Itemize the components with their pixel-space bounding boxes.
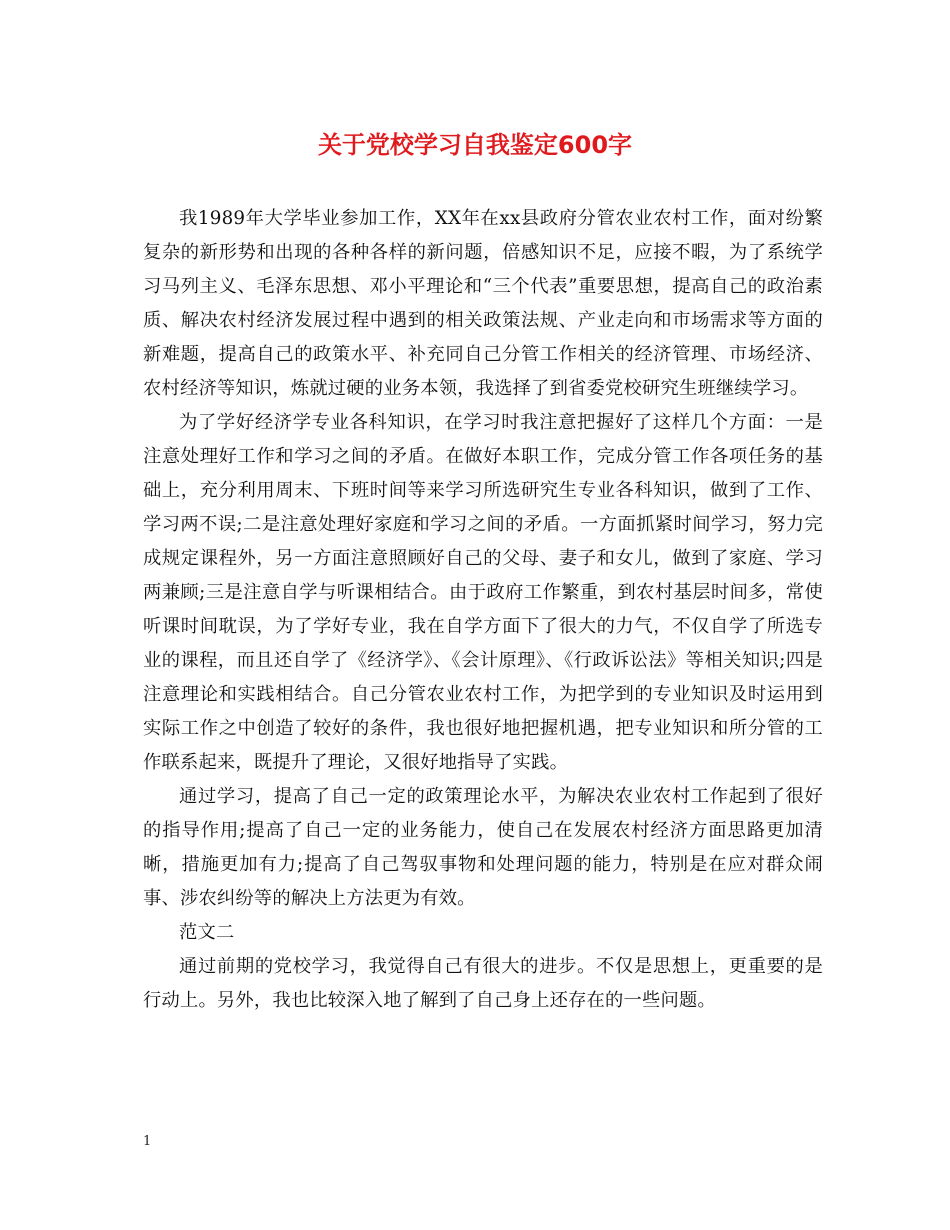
section-heading: 范文二 bbox=[179, 922, 235, 943]
document-body bbox=[143, 202, 823, 1018]
document-title: 关于党校学习自我鉴定600字 bbox=[317, 131, 633, 159]
paragraph: 我1989年大学毕业参加工作，XX年在xx县政府分管农业农村工作，面对纷繁复杂的新形势和出现的各种各样的新问题，倍感知识不足，应接不暇，为了系统学习马列主义、毛泽东思想、邓小平理论和“三个代表”重要思想，提高自己的政治素质、解决农村经济发展过程中遇到的相关政策法规、产业走向和市场需求等方面的新难题，提高自己的政策水平、补充同自己分管工作相关的经济管理、市场经济、农村经济等知识，炼就过硬的业务本领，我选择了到省委党校研究生班继续学习。 bbox=[143, 208, 823, 399]
paragraph: 为了学好经济学专业各科知识，在学习时我注意把握好了这样几个方面：一是注意处理好工作和学习之间的矛盾。在做好本职工作，完成分管工作各项任务的基础上，充分利用周末、下班时间等来学习所选研究生专业各科知识，做到了工作、学习两不误;二是注意处理好家庭和学习之间的矛盾。一方面抓紧时间学习，努力完成规定课程外，另一方面注意照顾好自己的父母、妻子和女儿，做到了家庭、学习两兼顾;三是注意自学与听课相结合。由于政府工作繁重，到农村基层时间多，常使听课时间耽误，为了学好专业，我在自学方面下了很大的力气，不仅自学了所选专业的课程，而且还自学了《经济学》、《会计原理》、《行政诉讼法》等相关知识;四是注意理论和实践相结合。自己分管农业农村工作，为把学到的专业知识及时运用到实际工作之中创造了较好的条件，我也很好地把握机遇，把专业知识和所分管的工作联系起来，既提升了理论，又很好地指导了实践。 bbox=[143, 412, 823, 773]
page-number: 1 bbox=[143, 1134, 152, 1149]
paragraph: 通过前期的党校学习，我觉得自己有很大的进步。不仅是思想上，更重要的是行动上。另外，我也比较深入地了解到了自己身上还存在的一些问题。 bbox=[143, 956, 823, 1011]
paragraph: 通过学习，提高了自己一定的政策理论水平，为解决农业农村工作起到了很好的指导作用;提高了自己一定的业务能力，使自己在发展农村经济方面思路更加清晰，措施更加有力;提高了自己驾驭事物和处理问题的能力，特别是在应对群众闹事、涉农纠纷等的解决上方法更为有效。 bbox=[143, 786, 823, 909]
